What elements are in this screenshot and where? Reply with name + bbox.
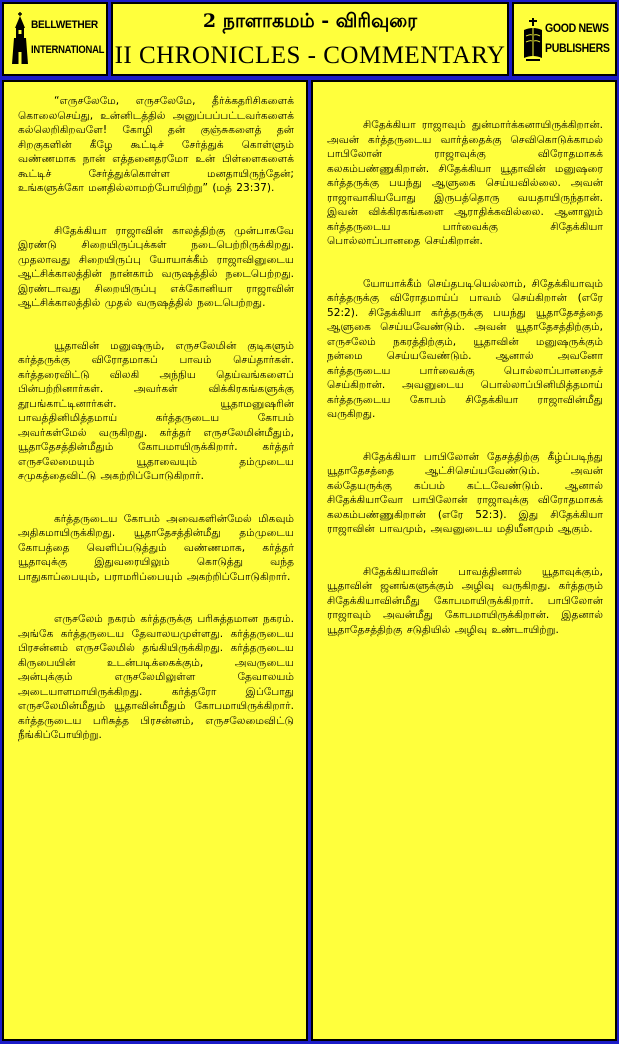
left-logo-line1: BELLWETHER bbox=[31, 19, 98, 31]
right-column bbox=[311, 80, 617, 1041]
right-logo-line1: GOOD NEWS bbox=[545, 21, 609, 35]
paragraph: சிதேக்கியா ராஜாவும் துன்மார்க்கனாயிருக்கிறான். அவன் கர்த்தருடைய வார்த்தைக்கு செவிகொடுக்காமல் பாபிலோன் ராஜாவுக்கு விரோதமாகக் கலகம்பண்ணுகிறான். சிதேக்கியா யூதாவின் மனுஷரை கர்த்தருக்கு பயந்து ஆளுகை செய்யவில்லை. அவன் ராஜாவாகியபோது இருபத்தொரு வயதாயிருந்தான். இவன் விக்கிரகங்களை ஆராதிக்கவில்லை. ஆனாலும் கர்த்தருடைய பார்வைக்கு சிதேக்கியா பொல்லாப்பானதை செய்கிறான். bbox=[327, 119, 603, 247]
right-column-text bbox=[327, 118, 603, 665]
paragraph: சிதேக்கியா பாபிலோன் தேசத்திற்கு கீழ்ப்படிந்து யூதாதேசத்தை ஆட்சிசெய்யவேண்டும். அவன் கல்தேயருக்கு கப்பம் கட்டவேண்டும். ஆனால் சிதேக்கியாவோ பாபிலோன் ராஜாவுக்கு விரோதமாகக் கலகம்பண்ணுகிறான் (எரே 52:3). இது சிதேக்கியா ராஜாவின் பாவமும், அவனுடைய மதியீனமும் ஆகும். bbox=[327, 450, 603, 535]
left-column-text bbox=[18, 94, 294, 771]
right-logo-line2: PUBLISHERS bbox=[545, 41, 610, 55]
left-logo-line2: INTERNATIONAL bbox=[31, 44, 105, 56]
title-english: II CHRONICLES - COMMENTARY bbox=[114, 42, 506, 69]
church-tower-icon bbox=[10, 12, 30, 64]
paragraph: “எருசலேமே, எருசலேமே, தீர்க்கதரிசிகளைக் கொலைசெய்து, உன்னிடத்தில் அனுப்பப்பட்டவர்களைக் கல்லெறிகிறவளே! கோழி தன் குஞ்சுகளைத் தன் சிறகுகளின் கீழே கூட்டிச் சேர்த்துக் கொள்ளும் வண்ணமாக நான் எத்தனைதரமோ உன் பிள்ளைகளைக் கூட்டிச் சேர்த்துக்கொள்ள மனதாயிருந்தேன்; உங்களுக்கோ மனதில்லாமற்போயிற்று” (மத் 23:37). bbox=[18, 95, 294, 194]
paragraph: எருசலேம் நகரம் கர்த்தருக்கு பரிசுத்தமான நகரம். அங்கே கர்த்தருடைய தேவாலயமுள்ளது. கர்த்தருடைய பிரசன்னம் எருசலேமில் தங்கியிருக்கிறது. கர்த்தருடைய கிருபையின் உடன்படிக்கைக்கும், அவருடைய அன்புக்கும் எருசலேமிலுள்ள தேவாலயம் அடையாளமாயிருக்கிறது. கர்த்தரோ இப்போது எருசலேமின்மீதும் யூதாவின்மீதும் கோபமாயிருக்கிறார். கர்த்தருடைய பரிசுத்த பிரசன்னம், எருசலேமைவிட்டு நீங்கிப்போயிற்று. bbox=[18, 613, 294, 741]
header bbox=[2, 2, 617, 76]
open-book-icon bbox=[522, 18, 544, 64]
title-box bbox=[111, 2, 509, 76]
title-tamil: 2 நாளாகமம் - விரிவுரை bbox=[202, 10, 418, 32]
paragraph: சிதேக்கியா ராஜாவின் காலத்திற்கு முன்பாகவே இரண்டு சிறையிருப்புக்கள் நடைபெற்றிருக்கிறது. முதலாவது சிறையிருப்பு யோயாக்கீம் ராஜாவினுடைய ஆட்சிக்காலத்தின் நான்காம் வருஷத்தில் நடைபெற்றது. இரண்டாவது சிறையிருப்பு எக்கோனியா ராஜாவின் ஆட்சிக்காலத்தில் முதல் வருஷத்தில் நடைபெற்றது. bbox=[18, 224, 294, 309]
paragraph: யூதாவின் மனுஷரும், எருசலேமின் குடிகளும் கர்த்தருக்கு விரோதமாகப் பாவம் செய்தார்கள். கர்த்தரைவிட்டு விலகி அந்நிய தெய்வங்களைப் பின்பற்றினார்கள். அவர்கள் விக்கிரகங்களுக்கு தூபங்காட்டினார்கள். யூதாமனுஷரின் பாவத்தினிமித்தமாய் கர்த்தருடைய கோபம் அவர்கள்மேல் வருகிறது. கர்த்தர் எருசலேமின்மீதும், யூதாதேசத்தின்மீதும் கோபமாயிருக்கிறார். கர்த்தர் எருசலேமையும் யூதாவையும் தம்முடைய சமுகத்தைவிட்டு அகற்றிப்போடுகிறார். bbox=[18, 339, 294, 482]
left-column bbox=[2, 80, 308, 1041]
paragraph: கர்த்தருடைய கோபம் அவைகளின்மேல் மிகவும் அதிகமாயிருக்கிறது. யூதாதேசத்தின்மீது தம்முடைய கோபத்தை வெளிப்படுத்தும் வண்ணமாக, கர்த்தர் யூதாவுக்கு இதுவரையிலும் கொடுத்து வந்த பாதுகாப்பையும், பராமரிப்பையும் அகற்றிப்போடுகிறார். bbox=[18, 512, 294, 583]
paragraph: சிதேக்கியாவின் பாவத்தினால் யூதாவுக்கும், யூதாவின் ஜனங்களுக்கும் அழிவு வருகிறது. கர்த்தரும் சிதேக்கியாவின்மீது கோபமாயிருக்கிறார். பாபிலோன் ராஜாவும் அவன்மீது கோபமாயிருக்கிறான். இதனால் யூதாதேசத்திற்கு சடுதியில் அழிவு உண்டாயிற்று. bbox=[327, 565, 603, 636]
paragraph: யோயாக்கீம் செய்தபடியெல்லாம், சிதேக்கியாவும் கர்த்தருக்கு விரோதமாய்ப் பாவம் செய்கிறான் (எரே 52:2). சிதேக்கியா கர்த்தருக்கு பயந்து யூதாதேசத்தை ஆளுகை செய்யவேண்டும். அவன் யூதாதேசத்திற்கும், எருசலேம் நகரத்திற்கும், யூதாவின் மனுஷருக்கும் நன்மை செய்யவேண்டும். ஆனால் அவனோ கர்த்தருடைய பார்வைக்கு பொல்லாப்பானதைச் செய்கிறான். அவனுடைய பொல்லாப்பினிமித்தமாய் கர்த்தருடைய கோபம் சிதேக்கியா ராஜாவின்மீது வருகிறது. bbox=[327, 277, 603, 420]
good-news-logo bbox=[512, 2, 617, 76]
bellwether-logo bbox=[2, 2, 108, 76]
